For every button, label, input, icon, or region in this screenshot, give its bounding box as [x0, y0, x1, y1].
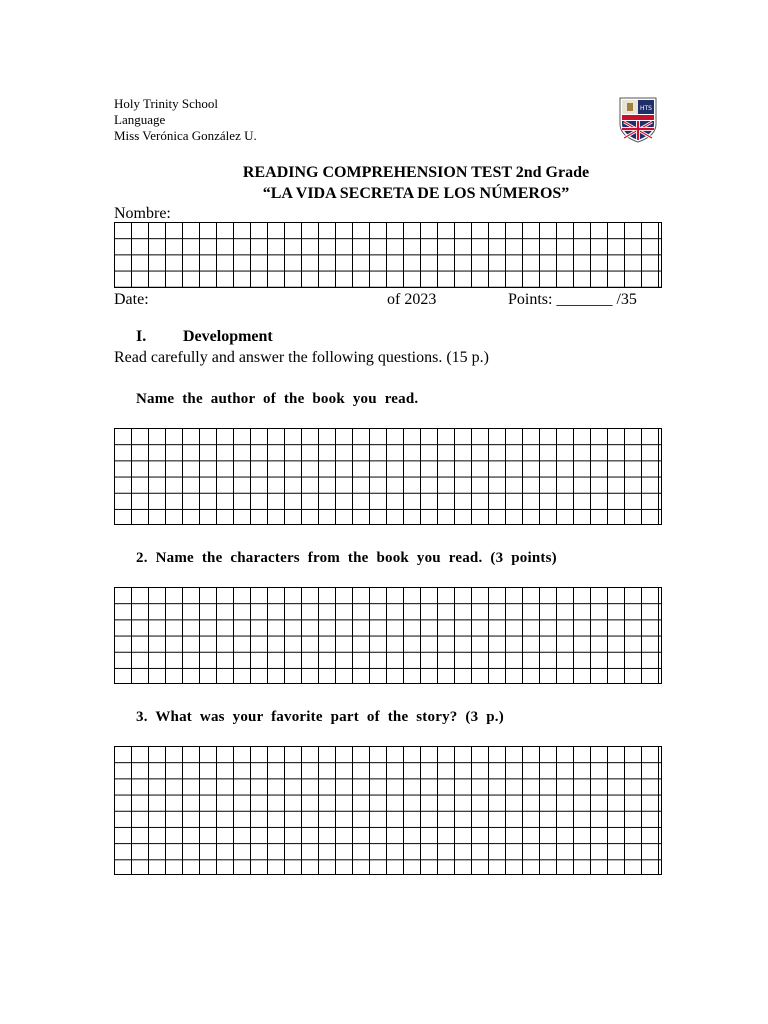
- subject-name: Language: [114, 112, 166, 127]
- question-3: 3. What was your favorite part of the story? (3 p.): [136, 709, 504, 725]
- school-name: Holy Trinity School: [114, 96, 219, 111]
- crest-text: HTS: [640, 105, 652, 112]
- name-label: Nombre:: [114, 205, 171, 222]
- question-2: 2. Name the characters from the book you read. (3 points): [136, 550, 557, 566]
- question-1: Name the author of the book you read.: [136, 391, 419, 407]
- book-title: “LA VIDA SECRETA DE LOS NÚMEROS”: [262, 185, 570, 202]
- test-title: READING COMPREHENSION TEST 2nd Grade: [242, 164, 590, 181]
- name-writing-grid[interactable]: [114, 222, 662, 288]
- school-crest-logo: [618, 96, 658, 143]
- answer-grid-3[interactable]: [114, 746, 662, 875]
- date-label: Date:: [114, 291, 149, 308]
- instructions-text: Read carefully and answer the following questions. (15 p.): [114, 349, 490, 366]
- points-field: Points: _______ /35: [508, 291, 637, 308]
- answer-grid-2[interactable]: [114, 587, 662, 684]
- section-heading: Development: [183, 328, 273, 345]
- teacher-name: Miss Verónica González U.: [114, 128, 257, 143]
- year-text: of 2023: [387, 291, 437, 308]
- answer-grid-1[interactable]: [114, 428, 662, 525]
- section-numeral: I.: [136, 328, 147, 345]
